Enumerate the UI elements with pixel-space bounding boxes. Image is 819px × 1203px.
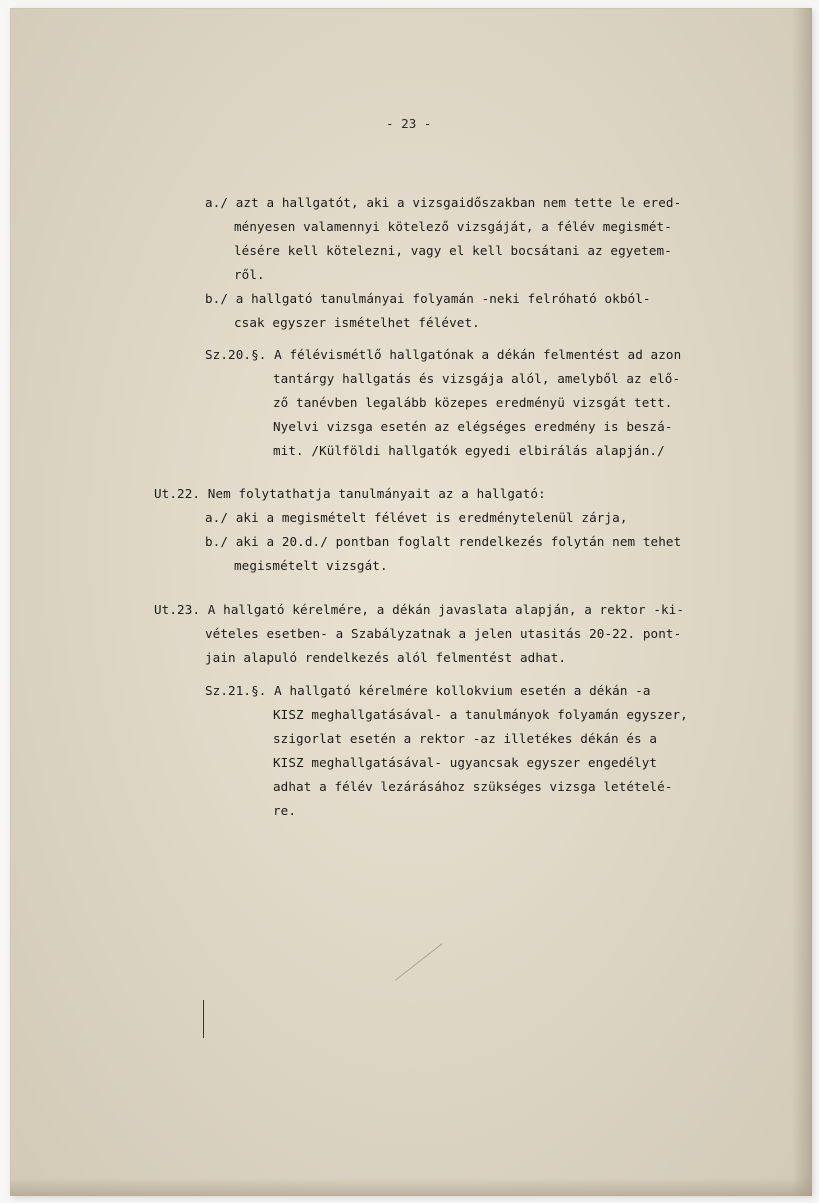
text-line: csak egyszer ismételhet félévet. <box>234 315 480 330</box>
text-line: re. <box>273 803 297 818</box>
text-line: ző tanévben legalább közepes eredményü vizsgát tett. <box>273 395 673 410</box>
page-number: - 23 - <box>386 116 432 131</box>
page-edge-shadow-right <box>792 8 812 1196</box>
text-line: ről. <box>234 267 265 282</box>
text-line: Ut.23. A hallgató kérelmére, a dékán javaslata alapján, a rektor -ki- <box>154 602 685 617</box>
text-line: ményesen valamennyi kötelező vizsgáját, a félév megismét- <box>234 219 672 234</box>
text-line: adhat a félév lezárásához szükséges vizsga letételé- <box>273 779 673 794</box>
text-line: KISZ meghallgatásával- ugyancsak egyszer engedélyt <box>273 755 658 770</box>
text-line: a./ azt a hallgatót, aki a vizsgaidőszakban nem tette le ered- <box>205 195 682 210</box>
text-line: KISZ meghallgatásával- a tanulmányok folyamán egyszer, <box>273 707 688 722</box>
text-line: szigorlat esetén a rektor -az illetékes dékán és a <box>273 731 658 746</box>
text-line: Nyelvi vizsga esetén az elégséges eredmény is beszá- <box>273 419 673 434</box>
text-line: lésére kell kötelezni, vagy el kell bocsátani az egyetem- <box>234 243 672 258</box>
text-line: b./ a hallgató tanulmányai folyamán -neki felróható okból- <box>205 291 651 306</box>
text-line: tantárgy hallgatás és vizsgája alól, amelyből az elő- <box>273 371 681 386</box>
text-line: b./ aki a 20.d./ pontban foglalt rendelkezés folytán nem tehet <box>205 534 682 549</box>
text-line: Ut.22. Nem folytathatja tanulmányait az a hallgató: <box>154 486 546 501</box>
text-line: megismételt vizsgát. <box>234 558 388 573</box>
scan-mark <box>203 1000 204 1038</box>
text-line: Sz.21.§. A hallgató kérelmére kollokvium esetén a dékán -a <box>205 683 651 698</box>
text-line: Sz.20.§. A félévismétlő hallgatónak a dékán felmentést ad azon <box>205 347 682 362</box>
text-line: mit. /Külföldi hallgatók egyedi elbirálás alapján./ <box>273 443 665 458</box>
page-edge-shadow-bottom <box>10 1178 812 1196</box>
text-line: jain alapuló rendelkezés alól felmentést adhat. <box>205 650 567 665</box>
text-line: a./ aki a megismételt félévet is eredménytelenül zárja, <box>205 510 628 525</box>
text-line: vételes esetben- a Szabályzatnak a jelen utasitás 20-22. pont- <box>205 626 682 641</box>
